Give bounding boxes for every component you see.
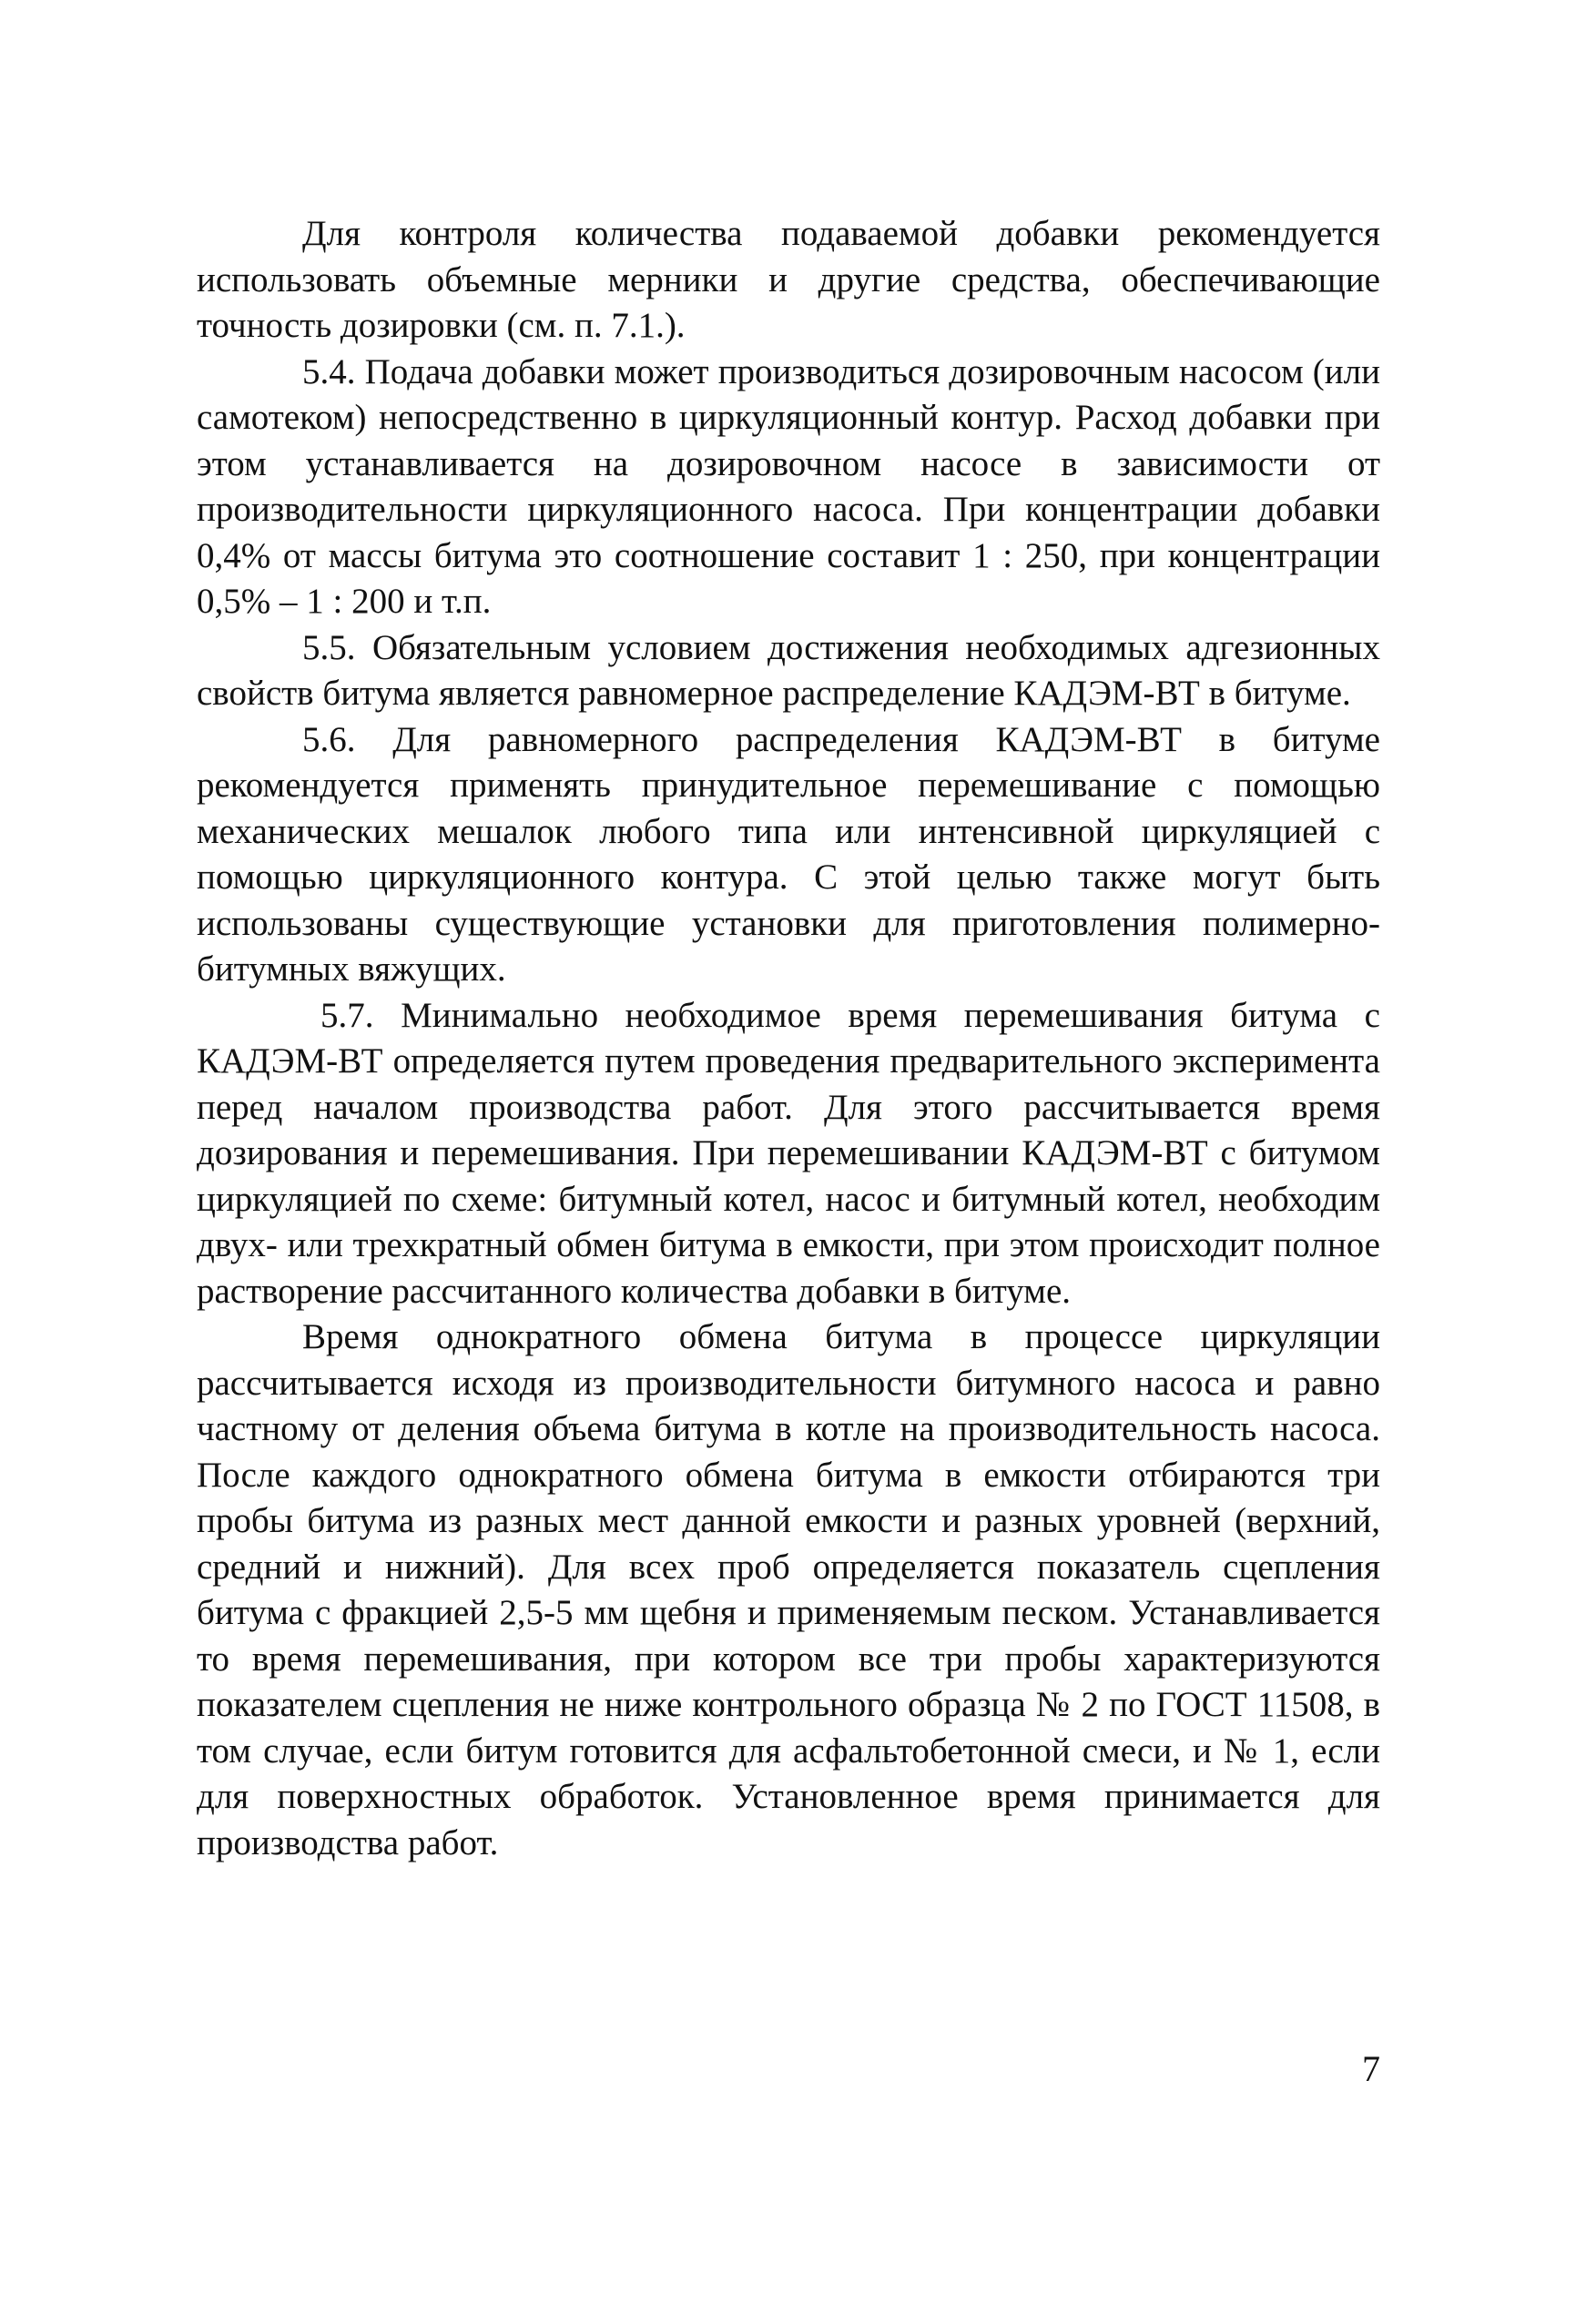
paragraph-5-4: 5.4. Подача добавки может производиться дозировочным насосом (или самотеком) непосредственно в циркуляционный контур. Расход добавки при этом устанавливается на дозировочном насосе в зависимости от производительности циркуляционного насоса. При концентрации добавки 0,4% от массы битума это соотношение составит 1 : 250, при концентрации 0,5% – 1 : 200 и т.п. xyxy=(197,351,1380,621)
paragraph-5-7: 5.7. Минимально необходимое время перемешивания битума с КАДЭМ-ВТ определяется путем проведения предварительного эксперимента перед началом производства работ. Для этого рассчитывается время дозирования и перемешивания. При перемешивании КАДЭМ-ВТ с битумом циркуляцией по схеме: битумный котел, насос и битумный котел, необходим двух- или трехкратный обмен битума в емкости, при этом происходит полное растворение рассчитанного количества добавки в битуме. xyxy=(197,995,1380,1311)
paragraph-5-5: 5.5. Обязательным условием достижения необходимых адгезионных свойств битума является равномерное распределение КАДЭМ-ВТ в битуме. xyxy=(197,627,1380,713)
paragraph-dosing-control: Для контроля количества подаваемой добавки рекомендуется использовать объемные мерники и другие средства, обеспечивающие точность дозировки (см. п. 7.1.). xyxy=(197,214,1380,345)
paragraph-exchange-time: Время однократного обмена битума в процессе циркуляции рассчитывается исходя из производительности битумного насоса и равно частному от деления объема битума в котле на производительность насоса. После каждого однократного обмена битума в емкости отбираются три пробы битума из разных мест данной емкости и разных уровней (верхний, средний и нижний). Для всех проб определяется показатель сцепления битума с фракцией 2,5-5 мм щебня и применяемым песком. Устанавливается то время перемешивания, при котором все три пробы характеризуются показателем сцепления не ниже контрольного образца № 2 по ГОСТ 11508, в том случае, если битум готовится для асфальтобетонной смеси, и № 1, если для поверхностных обработок. Установленное время принимается для производства работ. xyxy=(197,1317,1380,1862)
paragraph-5-6: 5.6. Для равномерного распределения КАДЭМ-ВТ в битуме рекомендуется применять принудительное перемешивание с помощью механических мешалок любого типа или интенсивной циркуляцией с помощью циркуляционного контура. С этой целью также могут быть использованы существующие установки для приготовления полимерно-битумных вяжущих. xyxy=(197,719,1380,989)
body-text xyxy=(197,211,1380,1866)
page-number: 7 xyxy=(1362,2048,1380,2089)
